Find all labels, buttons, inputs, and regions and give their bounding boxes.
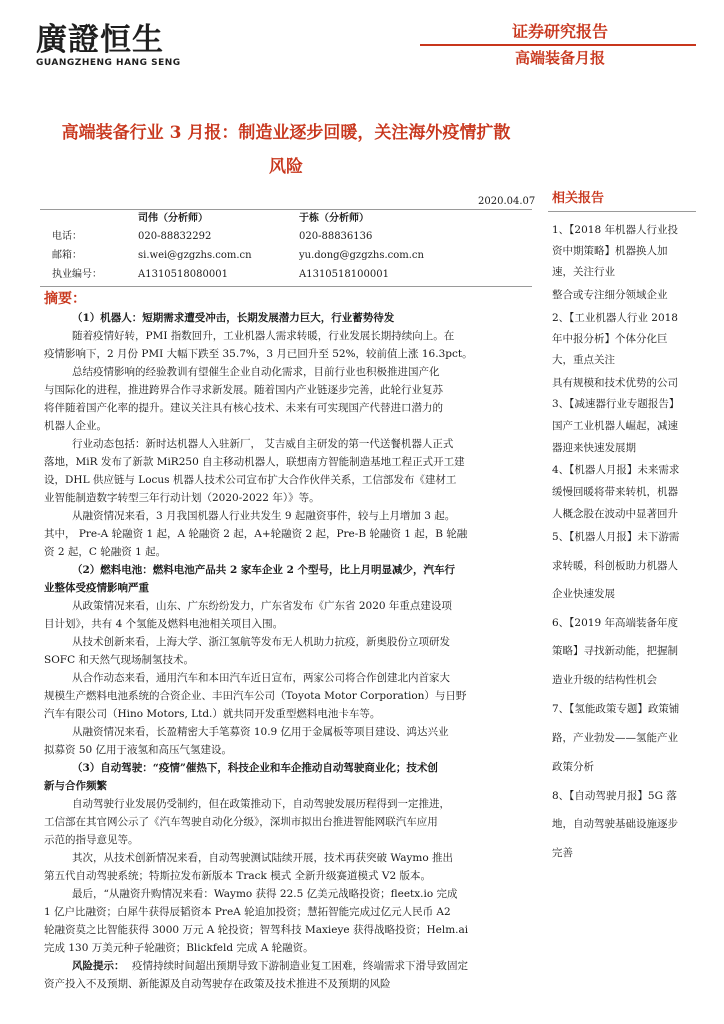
body-line: 将伴随着国产化率的提升。建议关注具有核心技术、未来有可实现国产代替进口潜力的 bbox=[44, 402, 443, 414]
body-line: 拟募资 50 亿用于液氢和高压气氢建设。 bbox=[44, 744, 233, 756]
related-report-link[interactable]: 3、【减速器行业专题报告】 bbox=[552, 398, 680, 410]
related-report-link[interactable]: 具有规模和技术优势的公司 bbox=[552, 377, 678, 389]
body-line: 疫情影响下，2 月份 PMI 大幅下跌至 35.7%，3 月已回升至 52%，较前值上涨 16.3pct。 bbox=[44, 348, 473, 360]
body-line: 机器人企业。 bbox=[44, 420, 107, 432]
related-report-link[interactable]: 大，重点关注 bbox=[552, 354, 615, 366]
analyst-email-1[interactable]: si.wei@gzgzhs.com.cn bbox=[138, 250, 252, 261]
related-reports-title: 相关报告 bbox=[552, 191, 605, 206]
related-report-link[interactable]: 政策分析 bbox=[552, 761, 594, 773]
body-line: 示范的指导意见等。 bbox=[44, 834, 139, 846]
license-label: 执业编号： bbox=[52, 269, 102, 280]
body-line: 最后，“从融资升购情况来看：Waymo 获得 22.5 亿美元战略投资；fleetx.io 完成 bbox=[72, 888, 458, 900]
body-line: 与国际化的进程，推进跨界合作寻求新发展。随着国内产业链逐步完善，此轮行业复苏 bbox=[44, 384, 443, 396]
body-line: 目计划》，共有 4 个氢能及燃料电池相关项目入围。 bbox=[44, 618, 284, 630]
analyst-table-bottom-rule bbox=[40, 286, 532, 287]
body-line: 工信部在其官网公示了《汽车驾驶自动化分级》，深圳市拟出台推进智能网联汽车应用 bbox=[44, 816, 438, 828]
analyst-name-2: 于栋（分析师） bbox=[299, 213, 369, 224]
risk-text: 疫情持续时间超出预期导致下游制造业复工困难，终端需求下滑导致固定 bbox=[132, 960, 468, 972]
related-report-link[interactable]: 资中期策略】机器换人加 bbox=[552, 245, 668, 257]
related-report-link[interactable]: 速，关注行业 bbox=[552, 266, 615, 278]
body-line: 从技术创新来看，上海大学、浙江氢航等发布无人机助力抗疫，新奥股份立项研发 bbox=[72, 636, 450, 648]
body-line: 第五代自动驾驶系统；特斯拉发布新版本 Track 模式 全新升级赛道模式 V2 版本。 bbox=[44, 870, 431, 882]
related-report-link[interactable]: 路，产业勃发——氢能产业 bbox=[552, 732, 678, 744]
email-label: 邮箱： bbox=[52, 250, 82, 261]
analyst-phone-2: 020-88836136 bbox=[299, 231, 373, 242]
analyst-phone-1: 020-88832292 bbox=[138, 231, 212, 242]
analyst-name-1: 司伟（分析师） bbox=[138, 213, 208, 224]
analyst-license-1: A1310518080001 bbox=[138, 269, 228, 280]
related-report-link[interactable]: 完善 bbox=[552, 847, 573, 859]
related-report-link[interactable]: 年中报分析】个体分化巨 bbox=[552, 333, 668, 345]
body-line: 其中， Pre-A 轮融资 1 起，A 轮融资 2 起，A+轮融资 2 起，Pre-B 轮融资 1 起，B 轮融 bbox=[44, 528, 468, 540]
related-reports-rule bbox=[548, 211, 696, 212]
phone-label: 电话： bbox=[52, 231, 82, 242]
analyst-license-2: A1310518100001 bbox=[299, 269, 389, 280]
report-title-line1: 高端装备行业 3 月报：制造业逐步回暖，关注海外疫情扩散 bbox=[61, 123, 511, 143]
related-report-link[interactable]: 2、【工业机器人行业 2018 bbox=[552, 312, 678, 324]
body-line: 其次，从技术创新情况来看，自动驾驶测试陆续开展，技术再获突破 Waymo 推出 bbox=[72, 852, 454, 864]
related-report-link[interactable]: 4、【机器人月报】未来需求 bbox=[552, 464, 680, 476]
section-heading-fuel-cell-cont: 业整体受疫情影响严重 bbox=[44, 582, 149, 594]
risk-text-cont: 资产投入不及预期、新能源及自动驾驶存在政策及技术推进不及预期的风险 bbox=[44, 978, 391, 990]
related-report-link[interactable]: 企业快速发展 bbox=[552, 588, 615, 600]
related-report-link[interactable]: 人概念股在波动中显著回升 bbox=[552, 508, 678, 520]
header-divider bbox=[420, 44, 696, 46]
report-date: 2020.04.07 bbox=[478, 196, 536, 207]
body-line: 从合作动态来看，通用汽车和本田汽车近日宣布，两家公司将合作创建北内首家大 bbox=[72, 672, 450, 684]
body-line: 轮融资莫之比智能获得 3000 万元 A 轮投资；智驾科技 Maxieye 获得战略投资；Helm.ai bbox=[44, 924, 469, 936]
report-type: 证券研究报告 bbox=[511, 22, 608, 41]
company-logo: 廣證恒生 bbox=[36, 22, 164, 58]
section-heading-autonomous-cont: 新与合作频繁 bbox=[44, 780, 107, 792]
related-report-link[interactable]: 5、【机器人月报】未下游需 bbox=[552, 531, 680, 543]
body-line: 资 2 起，C 轮融资 1 起。 bbox=[44, 546, 167, 558]
body-line: 总结疫情影响的经验教训有望催生企业自动化需求，目前行业也积极推进国产化 bbox=[72, 366, 440, 378]
analyst-email-2[interactable]: yu.dong@gzgzhs.com.cn bbox=[299, 250, 424, 261]
body-line: 业智能制造数字转型三年行动计划（2020-2022 年）》等。 bbox=[44, 492, 320, 504]
report-title-line2: 风险 bbox=[269, 157, 303, 177]
section-heading-fuel-cell: （2）燃料电池：燃料电池产品共 2 家车企业 2 个型号，比上月明显减少，汽车行 bbox=[72, 564, 456, 576]
report-series: 高端装备月报 bbox=[514, 49, 605, 67]
body-line: 汽车有限公司（Hino Motors, Ltd.）就共同开发重型燃料电池卡车等。 bbox=[44, 708, 381, 720]
related-report-link[interactable]: 1、【2018 年机器人行业投 bbox=[552, 224, 678, 236]
risk-label: 风险提示： bbox=[72, 960, 125, 972]
body-line: 设，DHL 供应链与 Locus 机器人技术公司宣布扩大合作伙伴关系，工信部发布《建材工 bbox=[44, 474, 457, 486]
related-report-link[interactable]: 国产工业机器人崛起，减速 bbox=[552, 420, 678, 432]
section-heading-robots: （1）机器人：短期需求遭受冲击，长期发展潜力巨大，行业蓄势待发 bbox=[72, 312, 395, 324]
company-logo-en: GUANGZHENG HANG SENG bbox=[36, 58, 181, 68]
body-line: 从融资情况来看，3 月我国机器人行业共发生 9 起融资事件，较与上月增加 3 起。 bbox=[72, 510, 456, 522]
related-report-link[interactable]: 整合或专注细分领域企业 bbox=[552, 289, 668, 301]
related-report-link[interactable]: 6、【2019 年高端装备年度 bbox=[552, 617, 678, 629]
body-line: 从政策情况来看，山东、广东纷纷发力，广东省发布《广东省 2020 年重点建设项 bbox=[72, 600, 452, 612]
analyst-table-top-rule bbox=[40, 209, 532, 210]
body-line: SOFC 和天然气现场制氢技术。 bbox=[44, 654, 194, 666]
body-line: 行业动态包括：新时达机器人入驻新厂， 艾吉威自主研发的第一代送餐机器人正式 bbox=[72, 438, 454, 450]
section-heading-autonomous: （3）自动驾驶：“疫情”催热下，科技企业和车企推动自动驾驶商业化；技术创 bbox=[72, 762, 438, 774]
body-line: 规模生产燃料电池系统的合资企业、丰田汽车公司（Toyota Motor Corporation）与日野 bbox=[44, 690, 467, 702]
related-report-link[interactable]: 7、【氢能政策专题】政策铺 bbox=[552, 703, 680, 715]
related-report-link[interactable]: 求转暖，科创板助力机器人 bbox=[552, 560, 678, 572]
related-report-link[interactable]: 8、【自动驾驶月报】5G 落 bbox=[552, 790, 677, 802]
body-line: 自动驾驶行业发展仍受制约，但在政策推动下，自动驾驶发展历程得到一定推进， bbox=[72, 798, 450, 810]
related-report-link[interactable]: 策略】寻找新动能，把握制 bbox=[552, 645, 678, 657]
related-report-link[interactable]: 造业升级的结构性机会 bbox=[552, 674, 657, 686]
body-line: 完成 130 万美元种子轮融资；Blickfeld 完成 A 轮融资。 bbox=[44, 942, 314, 954]
abstract-heading: 摘要： bbox=[44, 291, 86, 307]
body-line: 落地，MiR 发布了新款 MiR250 自主移动机器人，联想南方智能制造基地工程正式开工建 bbox=[44, 456, 465, 468]
related-report-link[interactable]: 缓慢回暖将带来转机，机器 bbox=[552, 486, 678, 498]
related-report-link[interactable]: 器迎来快速发展期 bbox=[552, 442, 636, 454]
body-line: 随着疫情好转，PMI 指数回升，工业机器人需求转暖，行业发展长期持续向上。在 bbox=[72, 330, 455, 342]
body-line: 从融资情况来看，长盈精密大手笔募资 10.9 亿用于金属板等项目建设、鸿达兴业 bbox=[72, 726, 449, 738]
body-line: 1 亿户比融资；白犀牛获得辰韬资本 PreA 轮追加投资；慧拓智能完成过亿元人民币 A2 bbox=[44, 906, 451, 918]
related-report-link[interactable]: 地，自动驾驶基础设施逐步 bbox=[552, 818, 678, 830]
